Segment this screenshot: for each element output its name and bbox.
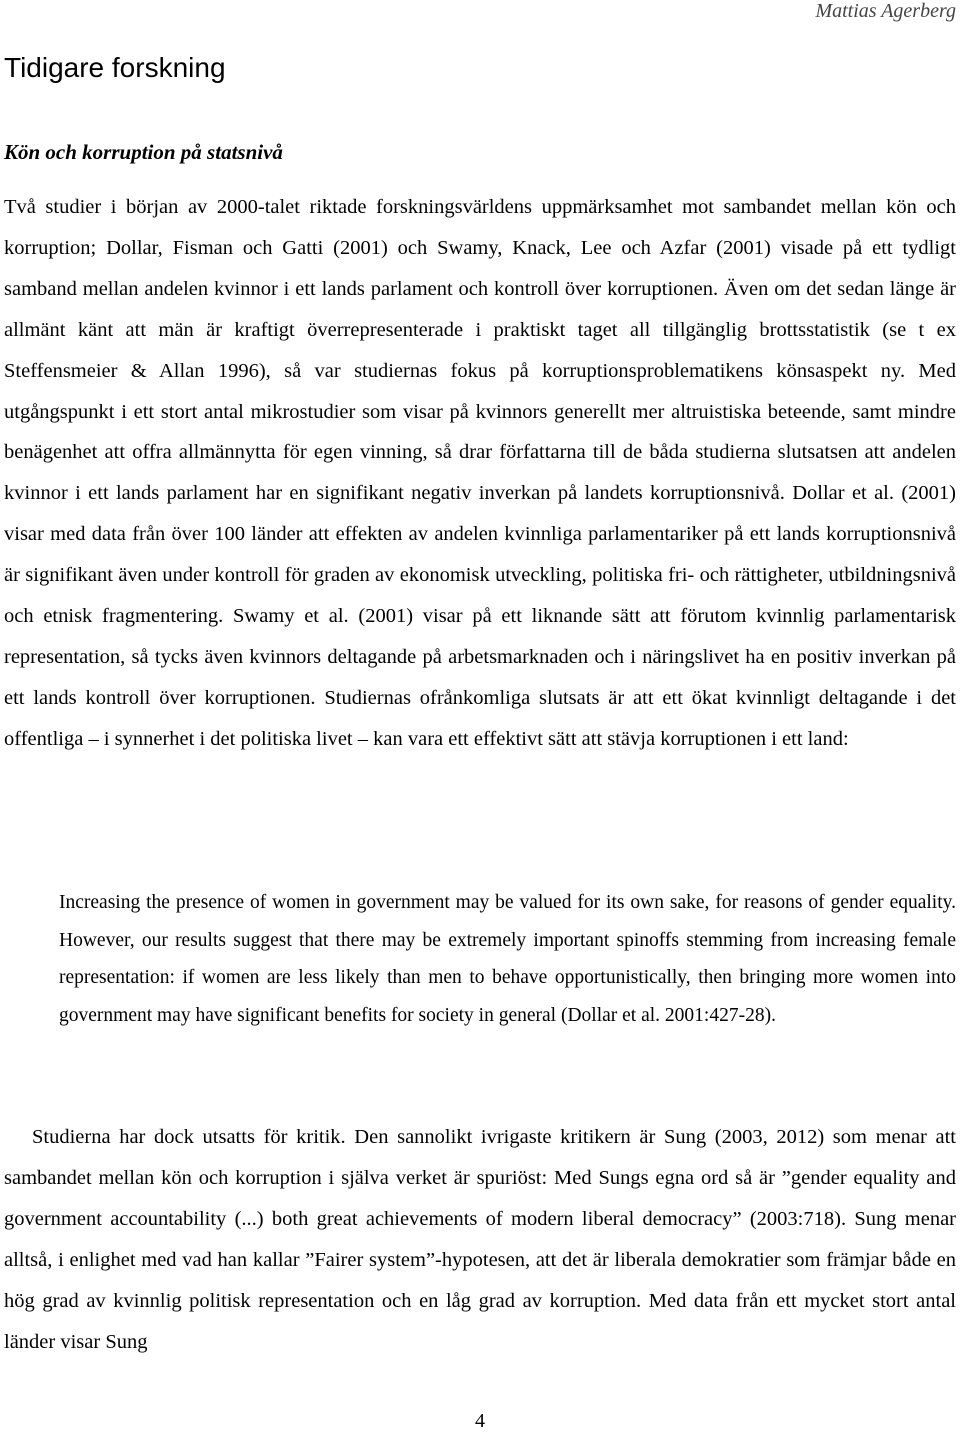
header-author: Mattias Agerberg — [815, 0, 956, 22]
block-quote: Increasing the presence of women in government may be valued for its own sake, for reasons of gender equality. However, our results suggest that there may be extremely important spinoffs stemming from increasing female representation: if women are less likely than men to behave opportunistically, then bringing more women into government may have significant benefits for society in general (Dollar et al. 2001:427-28). — [59, 892, 956, 1026]
body-paragraph-2: Studierna har dock utsatts för kritik. Den sannolikt ivrigaste kritikern är Sung (2003, 2012) som menar att sambandet mellan kön och korruption i själva verket är spuriöst: Med Sungs egna ord så är ”gender equality and government accountability (...) both great achievements of modern liberal democracy” (2003:718). Sung menar alltså, i enlighet med vad han kallar ”Fairer system”-hypotesen, att det är liberala demokratier som främjar både en hög grad av kvinnlig politisk representation och en låg grad av korruption. Med data från ett mycket stort antal länder visar Sung — [4, 1126, 956, 1353]
section-heading: Tidigare forskning — [4, 52, 226, 83]
section-subheading: Kön och korruption på statsnivå — [4, 140, 283, 164]
page-number: 4 — [475, 1410, 485, 1432]
body-paragraph-1: Två studier i början av 2000-talet riktade forskningsvärldens uppmärksamhet mot sambandet mellan kön och korruption; Dollar, Fisman och Gatti (2001) och Swamy, Knack, Lee och Azfar (2001) visade på ett tydligt samband mellan andelen kvinnor i ett lands parlament och kontroll över korruptionen. Även om det sedan länge är allmänt känt att män är kraftigt överrepresenterade i praktiskt taget all tillgänglig brottsstatistik (se t ex Steffensmeier & Allan 1996), så var studiernas fokus på korruptionsproblematikens könsaspekt ny. Med utgångspunkt i ett stort antal mikrostudier som visar på kvinnors generellt mer altruistiska beteende, samt mindre benägenhet att offra allmännytta för egen vinning, så drar författarna till de båda studierna slutsatsen att andelen kvinnor i ett lands parlament har en signifikant negativ inverkan på landets korruptionsnivå. Dollar et al. (2001) visar med data från över 100 länder att effekten av andelen kvinnliga parlamentariker på ett lands korruptionsnivå är signifikant även under kontroll för graden av ekonomisk utveckling, politiska fri- och rättigheter, utbildningsnivå och etnisk fragmentering. Swamy et al. (2001) visar på ett liknande sätt att förutom kvinnlig parlamentarisk representation, så tycks även kvinnors deltagande på arbetsmarknaden och i näringslivet ha en positiv inverkan på ett lands kontroll över korruptionen. Studiernas ofrånkomliga slutsats är att ett ökat kvinnligt deltagande i det offentliga – i synnerhet i det politiska livet – kan vara ett effektivt sätt att stävja korruptionen i ett land: — [4, 196, 956, 750]
